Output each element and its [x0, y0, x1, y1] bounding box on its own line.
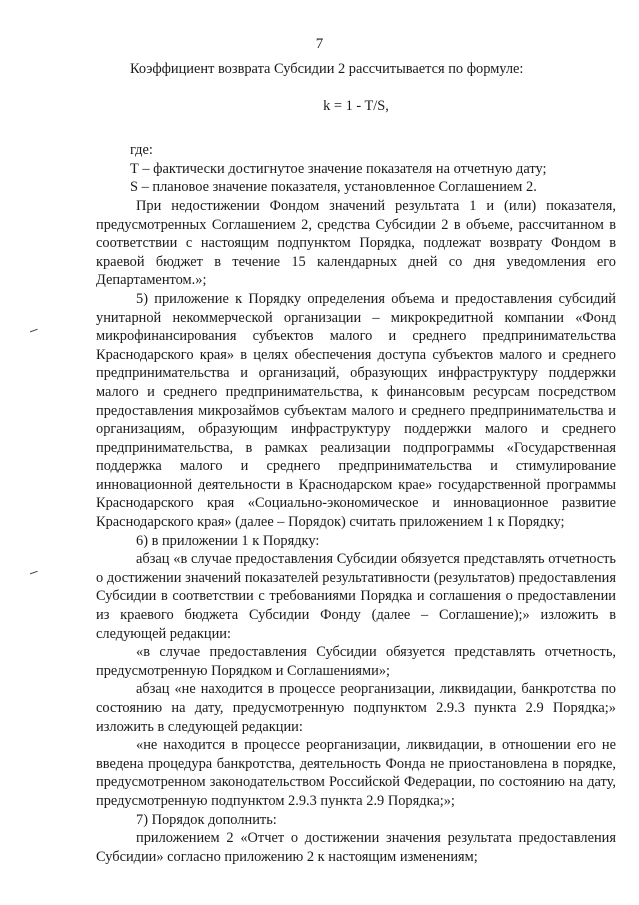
definition-s: S – плановое значение показателя, установленное Соглашением 2.	[130, 179, 537, 196]
definition-t: Т – фактически достигнутое значение показателя на отчетную дату;	[130, 160, 547, 177]
paragraph-reorganization-old: абзац «не находится в процессе реорганизации, ликвидации, банкротства по состоянию на дату, предусмотренную подпунктом 2.9.3 пункта 2.9 Порядка;» изложить в следующей редакции:	[96, 681, 616, 735]
formula: k = 1 - T/S,	[323, 97, 389, 114]
paragraph-appendix-2: приложением 2 «Отчет о достижении значения результата предоставления Субсидии» согласно приложению 2 к настоящим изменениям;	[96, 830, 616, 865]
page-number: 7	[315, 36, 324, 52]
formula-intro: Коэффициент возврата Субсидии 2 рассчитывается по формуле:	[130, 61, 524, 77]
where-label: где:	[130, 142, 153, 159]
margin-scan-mark	[30, 571, 38, 576]
document-body	[96, 60, 616, 866]
margin-scan-mark	[30, 329, 38, 334]
paragraph-item-6: 6) в приложении 1 к Порядку:	[136, 532, 320, 549]
paragraph-reorganization-new: «не находится в процессе реорганизации, ликвидации, в отношении его не введена процедура банкротства, деятельность Фонда не приостановлена в порядке, предусмотренном законодательством Российской Федерации, по состоянию на дату, предусмотренную подпунктом 2.9.3 пункта 2.9 Порядка;»;	[96, 737, 616, 809]
paragraph-item-7: 7) Порядок дополнить:	[136, 811, 277, 828]
paragraph-reporting-old: абзац «в случае предоставления Субсидии обязуется представлять отчетность о достижении значений показателей результативности (результатов) предоставления Субсидии в соответствии с требованиями Порядка и соглашения о предоставлении из краевого бюджета Субсидии Фонду (далее – Соглашение);» изложить в следующей редакции:	[96, 551, 616, 642]
paragraph-refund-rule: При недостижении Фондом значений результата 1 и (или) показателя, предусмотренных Соглашением 2, средства Субсидии 2 в объеме, рассчитанном в соответствии с настоящим подпунктом Порядка, подлежат возврату Фондом в краевой бюджет в течение 15 календарных дней со дня уведомления его Департаментом.»;	[96, 197, 616, 289]
paragraph-item-5: 5) приложение к Порядку определения объема и предоставления субсидий унитарной некоммерческой организации – микрокредитной компании «Фонд микрофинансирования субъектов малого и среднего предпринимательства Краснодарского края» в целях обеспечения доступа субъектов малого и среднего предпринимательства и организаций, образующих инфраструктуру поддержки малого и среднего предпринимательства, к финансовым ресурсам посредством предоставления микрозаймов субъектам малого и среднего предпринимательства и организациям, образующим инфраструктуру поддержки малого и среднего предпринимательства, в рамках реализации подпрограммы «Государственная поддержка малого и среднего предпринимательства и стимулирование инновационной деятельности в Краснодарском крае» государственной программы Краснодарского края «Социально-экономическое и инновационное развитие Краснодарского края» (далее – Порядок) считать приложением 1 к Порядку;	[96, 290, 616, 531]
paragraph-reporting-new: «в случае предоставления Субсидии обязуется представлять отчетность, предусмотренную Порядком и Соглашениями»;	[96, 644, 616, 679]
